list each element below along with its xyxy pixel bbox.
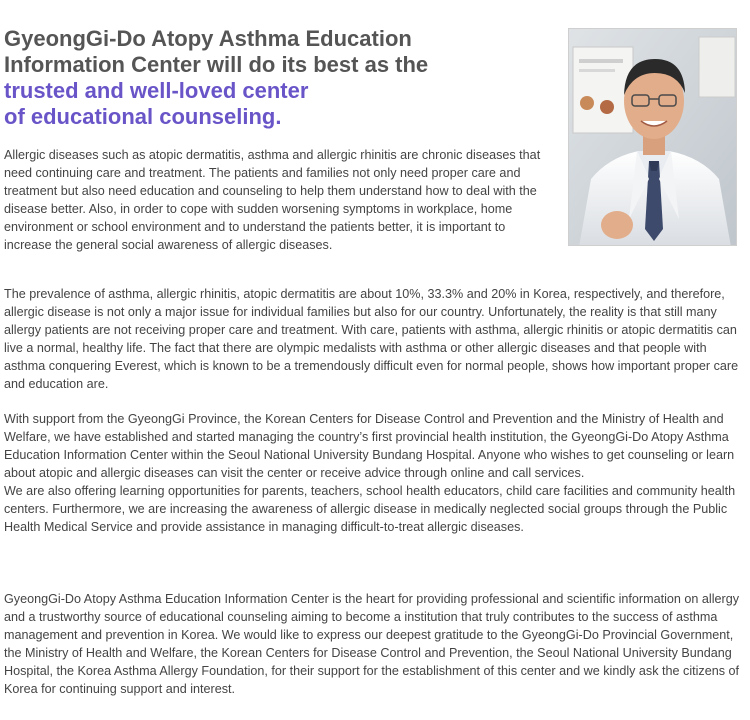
prevalence-paragraph: The prevalence of asthma, allergic rhinitis, atopic dermatitis are about 10%, 33.3% and 20% in Korea, respectively, and therefore, allergic disease is not only a major issue for individual families but also for our country. Unfortunately, the reality is that still many allergy patients are not receiving proper care and treatment. With care, patients with asthma, allergic rhinitis or atopic dermatitis can live a normal, healthy life. The fact that there are olympic medalists with asthma or other allergic diseases and that people with asthma conquering Everest, which is known to be a tremendously difficult even for normal people, shows how important proper care and education are. [4, 287, 739, 391]
support-paragraph [4, 410, 745, 536]
doctor-portrait-photo [568, 28, 737, 246]
doctor-portrait-illustration [569, 29, 737, 246]
headline-line-3: trusted and well-loved center [4, 78, 309, 103]
support-paragraph-part-1: With support from the GyeongGi Province, the Korean Centers for Disease Control and Prevention and the Ministry of Health and Welfare, we have established and started managing the country’s first provincial health institution, the GyeongGi-Do Atopy Asthma Education Information Center within the Seoul National University Bundang Hospital. Anyone who wishes to get counseling or learn about atopic and allergic diseases can visit the center or receive advice through online and call services. [4, 412, 735, 480]
closing-paragraph: GyeongGi-Do Atopy Asthma Education Information Center is the heart for providing professional and scientific information on allergy and a trustworthy source of educational counseling aiming to become a institution that truly contributes to the success of asthma management and prevention in Korea. We would like to express our deepest gratitude to the GyeongGi-Do Provincial Government, the Ministry of Health and Welfare, the Korean Centers for Disease Control and Prevention, the Seoul National University Bundang Hospital, the Korea Asthma Allergy Foundation, for their support for the establishment of this center and we kindly ask the citizens of Korea for continuing support and interest. [4, 592, 740, 696]
intro-paragraph: Allergic diseases such as atopic dermatitis, asthma and allergic rhinitis are chronic diseases that need continuing care and treatment. The patients and families not only need proper care and treatment but also need education and counseling to help them understand how to deal with the disease better. Also, in order to cope with sudden worsening symptoms in workplace, home environment or school environment and to understand the patients better, it is important to increase the general social awareness of allergic diseases. [4, 148, 541, 252]
headline-line-1: GyeongGi-Do Atopy Asthma Education [4, 26, 412, 51]
headline [4, 26, 524, 130]
headline-line-2: Information Center will do its best as the [4, 52, 429, 77]
headline-line-4: of educational counseling. [4, 104, 282, 129]
support-paragraph-part-2: We are also offering learning opportunities for parents, teachers, school health educators, child care facilities and community health centers. Furthermore, we are increasing the awareness of allergic disease in medically neglected social groups through the Public Health Medical Service and provide assistance in managing difficult-to-treat allergic diseases. [4, 484, 736, 534]
